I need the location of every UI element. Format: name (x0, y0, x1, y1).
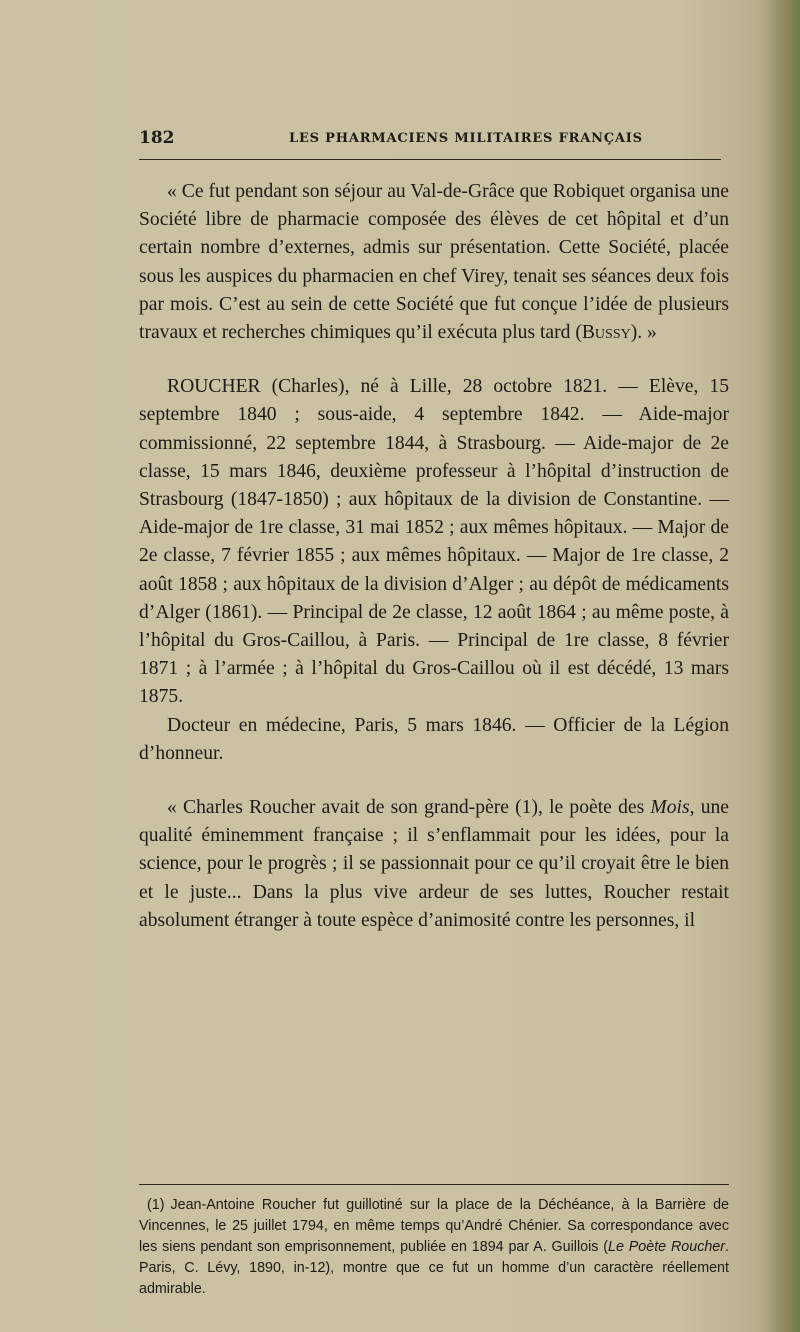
main-text (139, 178, 729, 935)
quote-robiquet-paragraph (139, 178, 729, 347)
footnote-text-1: Jean-Antoine Roucher fut guillotiné sur la place de la Déchéance, à la Barrière de Vincennes, le 25 juillet 1794, en même temps qu’André Chénier. Sa correspondance avec les siens pendant son emprisonnement, publiée en 1894 par A. Guillois ( (139, 1197, 729, 1255)
quote-robiquet-text: « Ce fut pendant son séjour au Val-de-Grâce que Robiquet organisa une Société libre de pharmacie composée des élèves de cet hôpital et d’un certain nombre d’externes, admis sur présentation. Cette Société, placée sous les auspices du pharmacien en chef Virey, tenait ses séances deux fois par mois. C’est au sein de cette Société que fut conçue l’idée de plusieurs travaux et recherches chimiques qu’il exécuta plus tard ( (139, 181, 729, 344)
running-title: LES PHARMACIENS MILITAIRES FRANÇAIS (289, 131, 643, 146)
quote-roucher-text-1: « Charles Roucher avait de son grand-père (1), le poète des (167, 797, 651, 819)
quote-robiquet-end: ). » (630, 322, 657, 344)
footnote-number: (1) (147, 1197, 165, 1213)
quote-robiquet-source: Bussy (581, 322, 631, 344)
quote-roucher-work-title: Mois (650, 797, 690, 819)
quote-roucher-text-2: , une qualité éminemment française ; il s’enflammait pour les idées, pour la science, pour le progrès ; il se passionnait pour ce qu’il croyait être le bien et le juste... Dans la plus vive ardeur de ses luttes, Roucher restait absolument étranger à toute espèce d’animosité contre les personnes, il (139, 797, 729, 931)
footnote-text-2: . Paris, C. Lévy, 1890, in-12), montre que ce fut un homme d’un caractère réellement admirable. (139, 1239, 730, 1297)
page-header (139, 128, 724, 154)
quote-roucher-paragraph (139, 794, 729, 935)
header-rule (139, 159, 721, 160)
roucher-biography: ROUCHER (Charles), né à Lille, 28 octobre 1821. — Elève, 15 septembre 1840 ; sous-aide, 4 septembre 1842. — Aide-major commissionné, 22 septembre 1844, à Strasbourg. — Aide-major de 2e classe, 15 mars 1846, deuxième professeur à l’hôpital d’instruction de Strasbourg (1847-1850) ; aux hôpitaux de la division de Constantine. — Aide-major de 1re classe, 31 mai 1852 ; aux mêmes hôpitaux. — Major de 2e classe, 7 février 1855 ; aux mêmes hôpitaux. — Major de 1re classe, 2 août 1858 ; aux hôpitaux de la division d’Alger ; au dépôt de médicaments d’Alger (1861). — Principal de 2e classe, 12 août 1864 ; au même poste, à l’hôpital du Gros-Caillou, à Paris. — Principal de 1re classe, 8 février 1871 ; à l’armée ; à l’hôpital du Gros-Caillou où il est décédé, 13 mars 1875. (139, 376, 729, 708)
roucher-titles: Docteur en médecine, Paris, 5 mars 1846. — Officier de la Légion d’honneur. (139, 714, 729, 764)
page-number: 182 (139, 128, 175, 148)
footnote-1 (139, 1195, 729, 1300)
footnote-rule (139, 1184, 729, 1185)
footnote-book-title: Le Poète Roucher (608, 1239, 726, 1255)
footnotes (139, 1195, 729, 1300)
